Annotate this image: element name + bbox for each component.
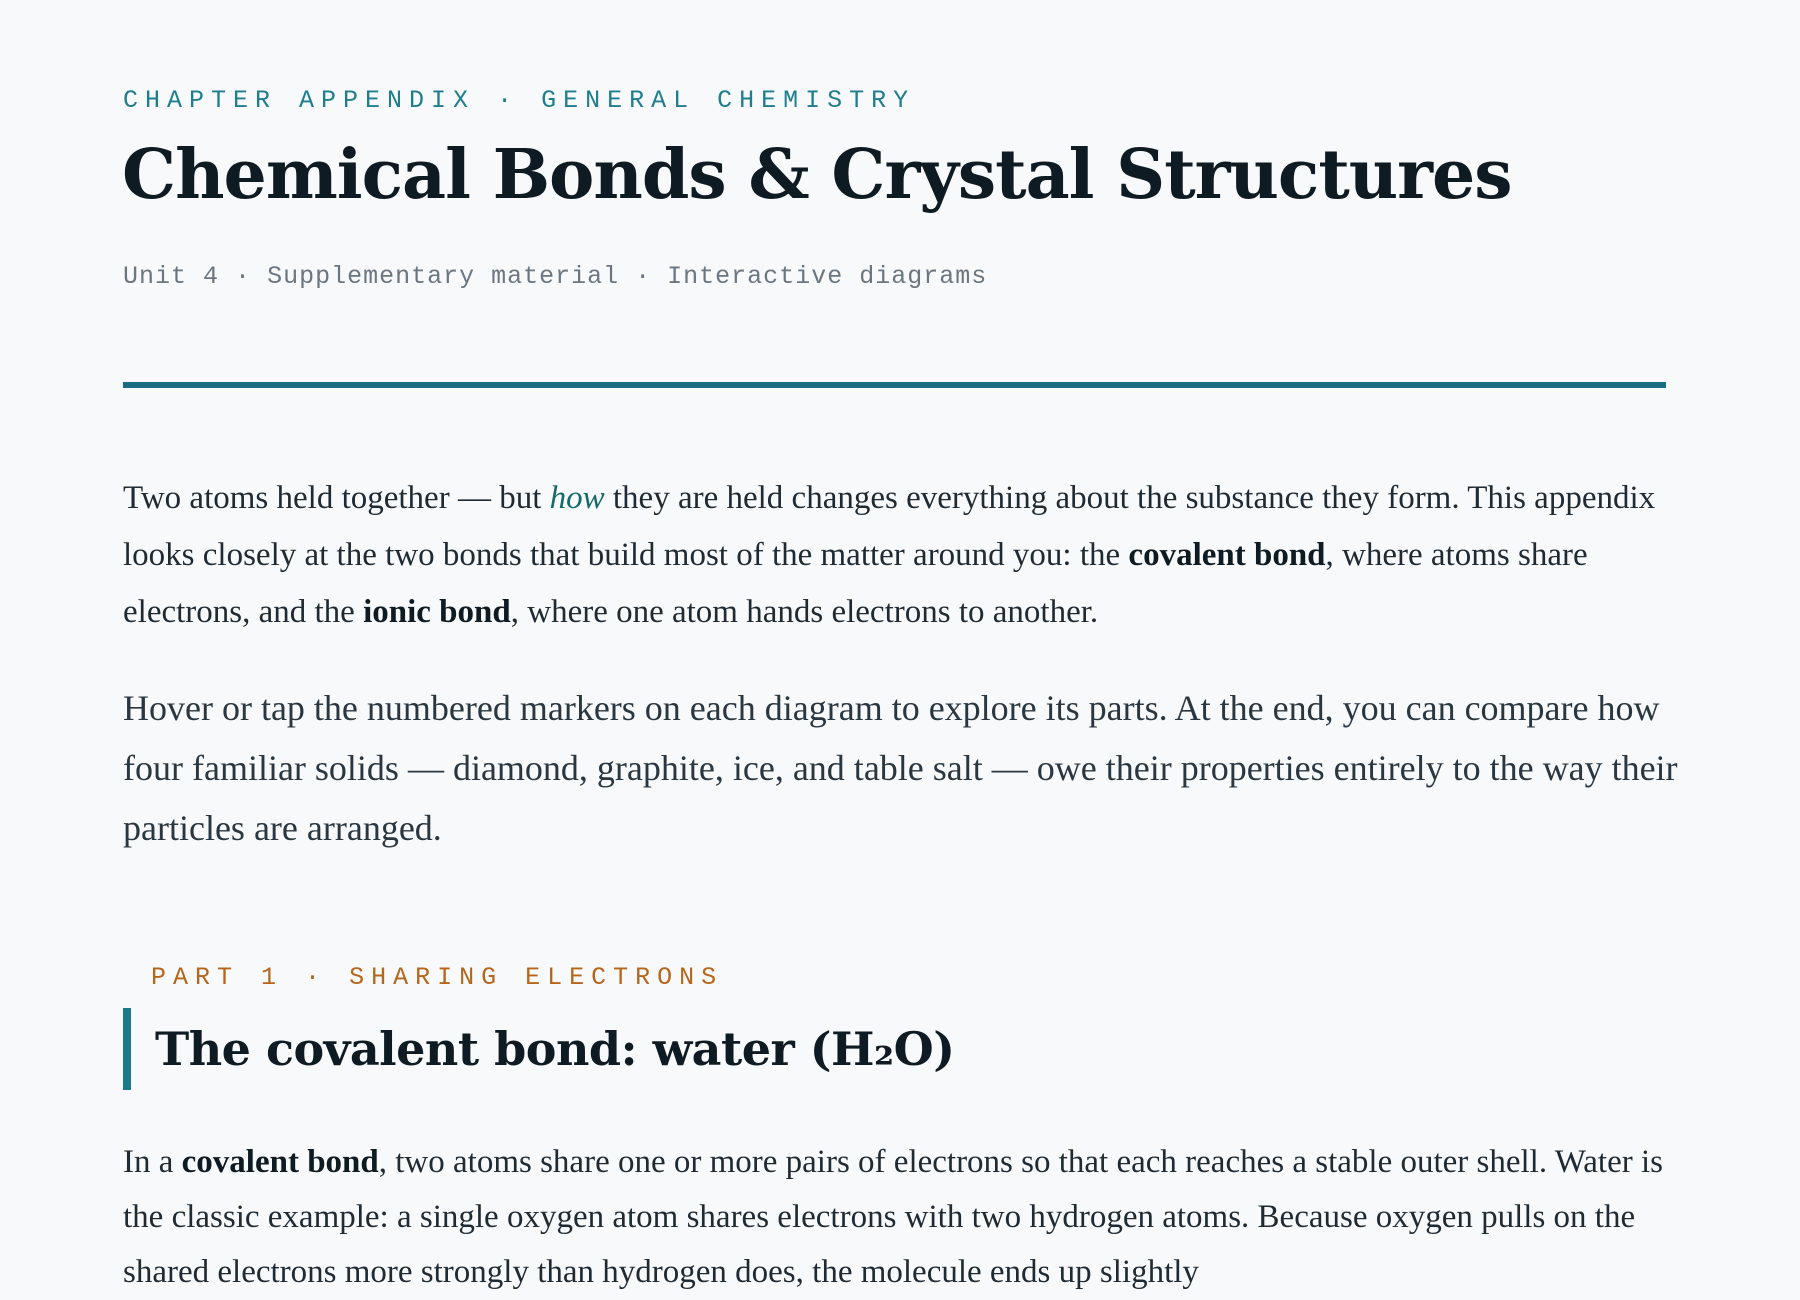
part-separator: · — [305, 963, 328, 992]
part-number: PART 1 — [151, 963, 284, 992]
meta-separator: · — [235, 262, 252, 291]
term-covalent-bond: covalent bond — [1128, 537, 1326, 573]
term-ionic-bond: ionic bond — [363, 594, 511, 630]
intro-text: , where one atom hands electrons to another. — [510, 594, 1099, 630]
kicker-subject: GENERAL CHEMISTRY — [541, 86, 916, 115]
section-text: , two atoms share one or more pairs of electrons so that each reaches a stable outer shell. Water is the classic example: a single oxygen atom shares electrons with two hydrogen atoms. Because oxygen pulls on the shared electrons more strongly than hydrogen does, the molecule ends up slightly — [123, 1144, 1663, 1290]
intro-text: they are held changes everything about the substance they form. This appendix looks closely at the two bonds that build most of the matter around you: the — [123, 480, 1656, 573]
meta-separator: · — [635, 262, 652, 291]
intro-text: Two atoms held together — but — [123, 480, 550, 516]
part-label — [151, 963, 723, 992]
intro-text: , where atoms share electrons, and the — [123, 537, 1588, 630]
term-covalent-bond: covalent bond — [181, 1144, 379, 1180]
chapter-kicker — [123, 86, 915, 115]
kicker-separator: · — [497, 86, 520, 115]
header-divider — [123, 382, 1666, 388]
section-title: The covalent bond: water (H₂O) — [155, 1022, 955, 1076]
section-text: In a — [123, 1144, 182, 1180]
kicker-chapter: CHAPTER APPENDIX — [123, 86, 476, 115]
intro-paragraph-2: Hover or tap the numbered markers on each diagram to explore its parts. At the end, you can compare how four familiar solids — diamond, graphite, ice, and table salt — owe their properties entirely to the way their particles are arranged. — [123, 688, 1678, 848]
meta-diagrams: Interactive diagrams — [667, 262, 988, 291]
intro-paragraph-1 — [123, 470, 1683, 641]
part-topic: SHARING ELECTRONS — [349, 963, 724, 992]
meta-material: Supplementary material — [267, 262, 620, 291]
page-title: Chemical Bonds & Crystal Structures — [122, 135, 1512, 215]
section-heading — [123, 1008, 954, 1090]
meta-unit: Unit 4 — [123, 262, 220, 291]
section-paragraph — [123, 1135, 1683, 1300]
page-meta — [123, 262, 987, 291]
emphasis-how: how — [549, 480, 605, 516]
